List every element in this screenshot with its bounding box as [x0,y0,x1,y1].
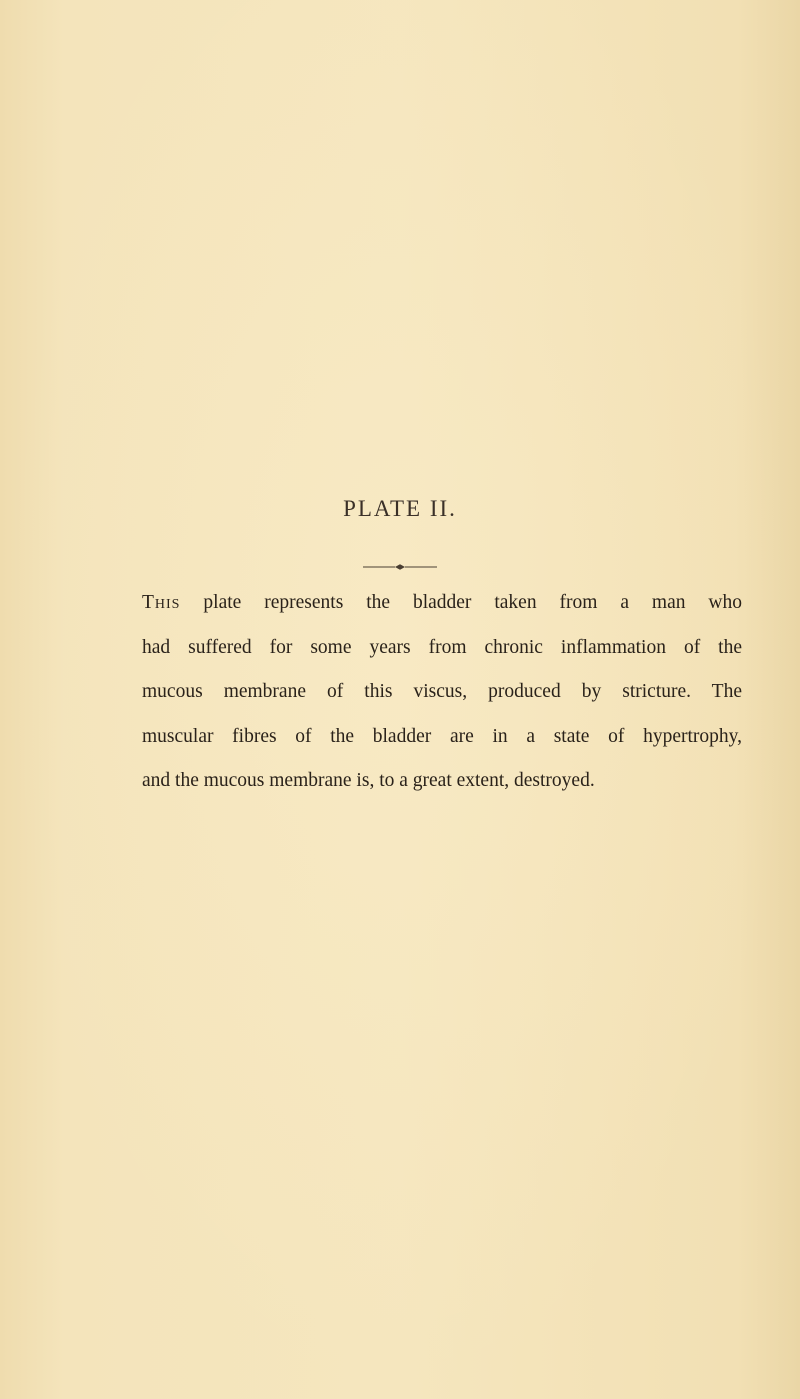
plate-description [142,581,742,804]
divider-ornament [361,562,439,572]
lead-word: This [142,592,181,613]
description-line-3: mucous membrane of this viscus, produced by stricture. The [142,681,742,702]
description-line-5: and the mucous membrane is, to a great extent, destroyed. [142,770,595,791]
description-line-2: had suffered for some years from chronic inflammation of the [142,636,742,658]
description-line-1-text: plate represents the bladder taken from a man who [180,592,742,613]
description-line-1 [142,581,742,626]
description-line-4: muscular fibres of the bladder are in a state of hypertrophy, [142,725,742,747]
plate-title: PLATE II. [343,496,457,521]
